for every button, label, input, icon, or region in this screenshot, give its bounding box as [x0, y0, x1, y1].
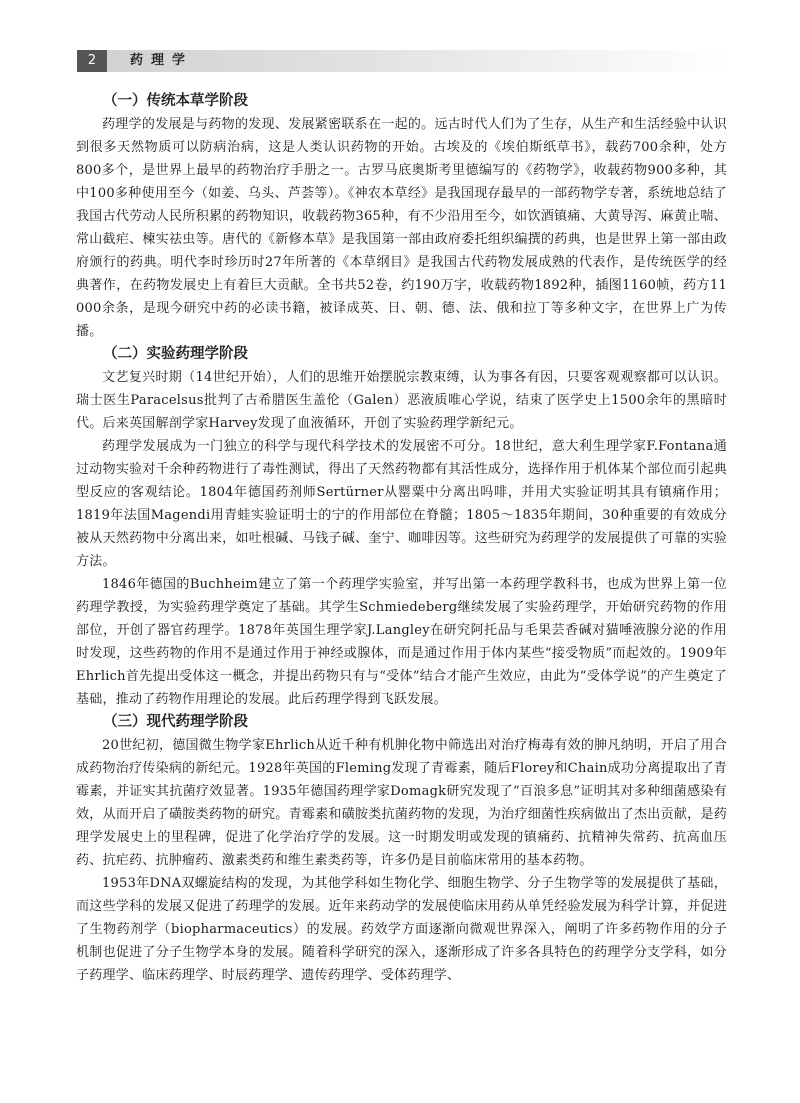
paragraph: 文艺复兴时期（14世纪开始），人们的思维开始摆脱宗教束缚，认为事各有因，只要客观观察都可以认识。瑞士医生Paracelsus批判了古希腊医生盖伦（Galen）恶液质唯心学说，结束了医学史上1500余年的黑暗时代。后来英国解剖学家Harvey发现了血液循环，开创了实验药理学新纪元。 [76, 370, 727, 431]
paragraph: 1953年DNA双螺旋结构的发现，为其他学科如生物化学、细胞生物学、分子生物学等的发展提供了基础，而这些学科的发展又促进了药理学的发展。近年来药动学的发展使临床用药从单凭经验发展为科学计算，并促进了生物药剂学（biopharmaceutics）的发展。药效学方面逐渐向微观世界深入，阐明了许多药物作用的分子机制也促进了分子生物学本身的发展。随着科学研究的深入，逐渐形成了许多各具特色的药理学分支学科，如分子药理学、临床药理学、时辰药理学、遗传药理学、受体药理学、 [76, 876, 727, 983]
section-heading-modern-pharmacology: （三）现代药理学阶段 [103, 714, 248, 730]
paragraph: 药理学的发展是与药物的发现、发展紧密联系在一起的。远古时代人们为了生存，从生产和生活经验中认识到很多天然物质可以防病治病，这是人类认识药物的开始。古埃及的《埃伯斯纸草书》，载药700余种，处方800多个，是世界上最早的药物治疗手册之一。古罗马底奥斯考里德编写的《药物学》，收载药物900多种，其中100多种使用至今（如姜、乌头、芦荟等）。《神农本草经》是我国现存最早的一部药物学专著，系统地总结了我国古代劳动人民所积累的药物知识，收载药物365种，有不少沿用至今，如饮酒镇痛、大黄导泻、麻黄止喘、常山截疟、楝实祛虫等。唐代的《新修本草》是我国第一部由政府委托组织编撰的药典，也是世界上第一部由政府颁行的药典。明代李时珍历时27年所著的《本草纲目》是我国古代药物发展成熟的代表作，是传统医学的经典著作，在药物发展史上有着巨大贡献。全书共52卷，约190万字，收载药物1892种，插图1160帧，药方11 000余条，是现今研究中药的必读书籍，被译成英、日、朝、德、法、俄和拉丁等多种文字，在世界上广为传播。 [76, 117, 727, 339]
page-number: 2 [77, 50, 107, 72]
book-title: 药理学 [130, 53, 194, 68]
paragraph: 20世纪初，德国微生物学家Ehrlich从近千种有机胂化物中筛选出对治疗梅毒有效的胂凡纳明，开启了用合成药物治疗传染病的新纪元。1928年英国的Fleming发现了青霉素，随后Florey和Chain成功分离提取出了青霉素，并证实其抗菌疗效显著。1935年德国药理学家Domagk研究发现了“百浪多息”证明其对多种细菌感染有效，从而开启了磺胺类药物的研究。青霉素和磺胺类抗菌药物的发现，为治疗细菌性疾病做出了杰出贡献，是药理学发展史上的里程碑，促进了化学治疗学的发展。这一时期发明或发现的镇痛药、抗精神失常药、抗高血压药、抗疟药、抗肿瘤药、激素类药和维生素类药等，许多仍是目前临床常用的基本药物。 [76, 738, 727, 868]
running-header [77, 50, 727, 72]
section-heading-experimental-pharmacology: （二）实验药理学阶段 [103, 346, 248, 362]
paragraph: 药理学发展成为一门独立的科学与现代科学技术的发展密不可分。18世纪，意大利生理学家F.Fontana通过动物实验对千余种药物进行了毒性测试，得出了天然药物都有其活性成分，选择作用于机体某个部位而引起典型反应的客观结论。1804年德国药剂师Sertürner从罂粟中分离出吗啡，并用犬实验证明其具有镇痛作用；1819年法国Magendi用青蛙实验证明士的宁的作用部位在脊髓；1805～1835年期间，30种重要的有效成分被从天然药物中分离出来，如吐根碱、马钱子碱、奎宁、咖啡因等。这些研究为药理学的发展提供了可靠的实验方法。 [76, 439, 727, 569]
paragraph: 1846年德国的Buchheim建立了第一个药理学实验室，并写出第一本药理学教科书，也成为世界上第一位药理学教授，为实验药理学奠定了基础。其学生Schmiedeberg继续发展了实验药理学，开始研究药物的作用部位，开创了器官药理学。1878年英国生理学家J.Langley在研究阿托品与毛果芸香碱对猫唾液腺分泌的作用时发现，这些药物的作用不是通过作用于神经或腺体，而是通过作用于体内某些“接受物质”而起效的。1909年Ehrlich首先提出受体这一概念，并提出药物只有与“受体”结合才能产生效应，由此为“受体学说”的产生奠定了基础，推动了药物作用理论的发展。此后药理学得到飞跃发展。 [76, 577, 727, 707]
page-body [76, 90, 727, 987]
section-heading-traditional-herbalism: （一）传统本草学阶段 [103, 93, 248, 109]
